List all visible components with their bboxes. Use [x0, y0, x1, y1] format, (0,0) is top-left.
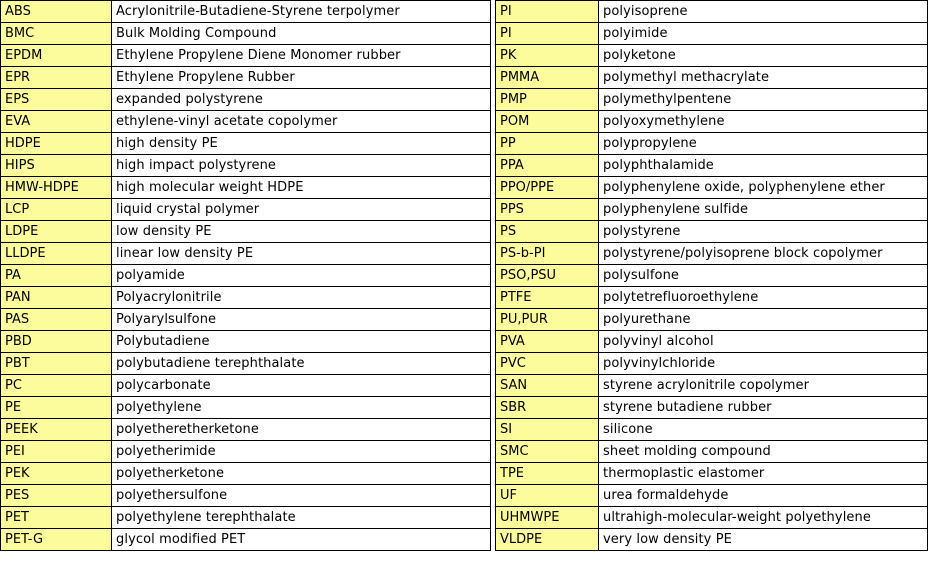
- table-row: [1, 67, 491, 89]
- abbreviation-cell: SI: [496, 419, 599, 441]
- abbreviation-cell: SAN: [496, 375, 599, 397]
- table-row: [496, 221, 928, 243]
- term-cell: polymethylpentene: [599, 89, 928, 111]
- table-row: [496, 419, 928, 441]
- term-cell: Polybutadiene: [112, 331, 491, 353]
- abbreviation-cell: PC: [1, 375, 112, 397]
- term-cell: polycarbonate: [112, 375, 491, 397]
- term-cell: polytetrefluoroethylene: [599, 287, 928, 309]
- table-row: [1, 485, 491, 507]
- table-row: [1, 155, 491, 177]
- term-cell: silicone: [599, 419, 928, 441]
- table-row: [1, 441, 491, 463]
- term-cell: polyphenylene sulfide: [599, 199, 928, 221]
- term-cell: polyphenylene oxide, polyphenylene ether: [599, 177, 928, 199]
- left-table-body: [1, 1, 491, 551]
- term-cell: styrene butadiene rubber: [599, 397, 928, 419]
- term-cell: polyketone: [599, 45, 928, 67]
- term-cell: polyvinyl alcohol: [599, 331, 928, 353]
- table-row: [496, 309, 928, 331]
- abbreviation-cell: BMC: [1, 23, 112, 45]
- table-row: [496, 441, 928, 463]
- term-cell: polyethylene: [112, 397, 491, 419]
- term-cell: polyetherimide: [112, 441, 491, 463]
- abbreviation-cell: PEI: [1, 441, 112, 463]
- term-cell: polyamide: [112, 265, 491, 287]
- abbreviation-cell: LCP: [1, 199, 112, 221]
- term-cell: low density PE: [112, 221, 491, 243]
- abbreviation-cell: PPS: [496, 199, 599, 221]
- table-row: [1, 265, 491, 287]
- abbreviation-cell: LLDPE: [1, 243, 112, 265]
- abbreviation-cell: PE: [1, 397, 112, 419]
- term-cell: polybutadiene terephthalate: [112, 353, 491, 375]
- table-row: [1, 23, 491, 45]
- abbreviation-cell: SMC: [496, 441, 599, 463]
- abbreviation-cell: PET: [1, 507, 112, 529]
- term-cell: liquid crystal polymer: [112, 199, 491, 221]
- abbreviation-cell: PI: [496, 23, 599, 45]
- abbreviation-cell: EPDM: [1, 45, 112, 67]
- term-cell: polyvinylchloride: [599, 353, 928, 375]
- table-row: [1, 287, 491, 309]
- abbreviation-cell: EPR: [1, 67, 112, 89]
- term-cell: polyoxymethylene: [599, 111, 928, 133]
- table-row: [1, 507, 491, 529]
- table-row: [496, 89, 928, 111]
- abbreviation-cell: PI: [496, 1, 599, 23]
- term-cell: glycol modified PET: [112, 529, 491, 551]
- abbreviation-cell: SBR: [496, 397, 599, 419]
- term-cell: styrene acrylonitrile copolymer: [599, 375, 928, 397]
- term-cell: polyethersulfone: [112, 485, 491, 507]
- table-row: [496, 133, 928, 155]
- abbreviation-cell: PS: [496, 221, 599, 243]
- abbreviation-cell: PEK: [1, 463, 112, 485]
- table-row: [1, 221, 491, 243]
- term-cell: Bulk Molding Compound: [112, 23, 491, 45]
- abbreviation-cell: PAS: [1, 309, 112, 331]
- abbreviation-cell: PS-b-PI: [496, 243, 599, 265]
- table-row: [496, 507, 928, 529]
- abbreviation-cell: PET-G: [1, 529, 112, 551]
- term-cell: Ethylene Propylene Diene Monomer rubber: [112, 45, 491, 67]
- abbreviation-cell: EPS: [1, 89, 112, 111]
- abbreviation-cell: PEEK: [1, 419, 112, 441]
- abbreviation-cell: PMMA: [496, 67, 599, 89]
- table-row: [496, 463, 928, 485]
- table-row: [496, 199, 928, 221]
- term-cell: polyimide: [599, 23, 928, 45]
- term-cell: expanded polystyrene: [112, 89, 491, 111]
- table-row: [1, 1, 491, 23]
- term-cell: polysulfone: [599, 265, 928, 287]
- table-row: [1, 243, 491, 265]
- table-row: [496, 45, 928, 67]
- term-cell: very low density PE: [599, 529, 928, 551]
- table-row: [1, 397, 491, 419]
- abbreviation-cell: PVA: [496, 331, 599, 353]
- abbreviation-cell: PTFE: [496, 287, 599, 309]
- table-row: [1, 111, 491, 133]
- right-table-body: [496, 1, 928, 551]
- term-cell: linear low density PE: [112, 243, 491, 265]
- term-cell: polystyrene/polyisoprene block copolymer: [599, 243, 928, 265]
- table-row: [1, 529, 491, 551]
- table-row: [496, 155, 928, 177]
- abbreviation-cell: ABS: [1, 1, 112, 23]
- table-row: [496, 485, 928, 507]
- table-row: [1, 199, 491, 221]
- table-row: [496, 177, 928, 199]
- term-cell: polypropylene: [599, 133, 928, 155]
- term-cell: polystyrene: [599, 221, 928, 243]
- abbreviation-cell: PA: [1, 265, 112, 287]
- abbreviation-cell: PK: [496, 45, 599, 67]
- term-cell: Polyarylsulfone: [112, 309, 491, 331]
- abbreviation-cell: EVA: [1, 111, 112, 133]
- term-cell: ethylene-vinyl acetate copolymer: [112, 111, 491, 133]
- right-abbreviation-table: [495, 0, 928, 551]
- term-cell: polyurethane: [599, 309, 928, 331]
- term-cell: thermoplastic elastomer: [599, 463, 928, 485]
- term-cell: polyphthalamide: [599, 155, 928, 177]
- abbreviation-cell: PBT: [1, 353, 112, 375]
- abbreviation-cell: UF: [496, 485, 599, 507]
- term-cell: high density PE: [112, 133, 491, 155]
- table-row: [496, 331, 928, 353]
- term-cell: Acrylonitrile-Butadiene-Styrene terpolymer: [112, 1, 491, 23]
- term-cell: sheet molding compound: [599, 441, 928, 463]
- term-cell: Ethylene Propylene Rubber: [112, 67, 491, 89]
- table-row: [496, 67, 928, 89]
- abbreviation-cell: VLDPE: [496, 529, 599, 551]
- table-row: [496, 1, 928, 23]
- abbreviation-cell: PMP: [496, 89, 599, 111]
- term-cell: polyisoprene: [599, 1, 928, 23]
- abbreviation-cell: PBD: [1, 331, 112, 353]
- term-cell: polymethyl methacrylate: [599, 67, 928, 89]
- table-row: [1, 353, 491, 375]
- abbreviation-cell: PPA: [496, 155, 599, 177]
- abbreviation-cell: POM: [496, 111, 599, 133]
- abbreviation-cell: PVC: [496, 353, 599, 375]
- table-row: [1, 177, 491, 199]
- term-cell: polyetherketone: [112, 463, 491, 485]
- abbreviation-cell: LDPE: [1, 221, 112, 243]
- term-cell: high impact polystyrene: [112, 155, 491, 177]
- abbreviation-cell: TPE: [496, 463, 599, 485]
- table-row: [496, 23, 928, 45]
- term-cell: Polyacrylonitrile: [112, 287, 491, 309]
- abbreviation-cell: PU,PUR: [496, 309, 599, 331]
- abbreviation-cell: PSO,PSU: [496, 265, 599, 287]
- abbreviation-cell: UHMWPE: [496, 507, 599, 529]
- abbreviation-cell: HIPS: [1, 155, 112, 177]
- table-row: [1, 309, 491, 331]
- table-row: [1, 463, 491, 485]
- table-row: [496, 243, 928, 265]
- table-row: [496, 375, 928, 397]
- table-row: [496, 287, 928, 309]
- abbreviation-cell: HMW-HDPE: [1, 177, 112, 199]
- term-cell: high molecular weight HDPE: [112, 177, 491, 199]
- term-cell: urea formaldehyde: [599, 485, 928, 507]
- table-row: [496, 397, 928, 419]
- term-cell: polyetheretherketone: [112, 419, 491, 441]
- table-row: [1, 45, 491, 67]
- abbreviation-cell: HDPE: [1, 133, 112, 155]
- table-row: [496, 111, 928, 133]
- abbreviation-cell: PPO/PPE: [496, 177, 599, 199]
- table-row: [496, 529, 928, 551]
- table-row: [1, 375, 491, 397]
- table-row: [1, 331, 491, 353]
- table-row: [496, 353, 928, 375]
- table-row: [1, 419, 491, 441]
- table-row: [496, 265, 928, 287]
- term-cell: polyethylene terephthalate: [112, 507, 491, 529]
- term-cell: ultrahigh-molecular-weight polyethylene: [599, 507, 928, 529]
- abbreviation-cell: PES: [1, 485, 112, 507]
- abbreviation-cell: PAN: [1, 287, 112, 309]
- abbreviation-cell: PP: [496, 133, 599, 155]
- table-row: [1, 133, 491, 155]
- table-row: [1, 89, 491, 111]
